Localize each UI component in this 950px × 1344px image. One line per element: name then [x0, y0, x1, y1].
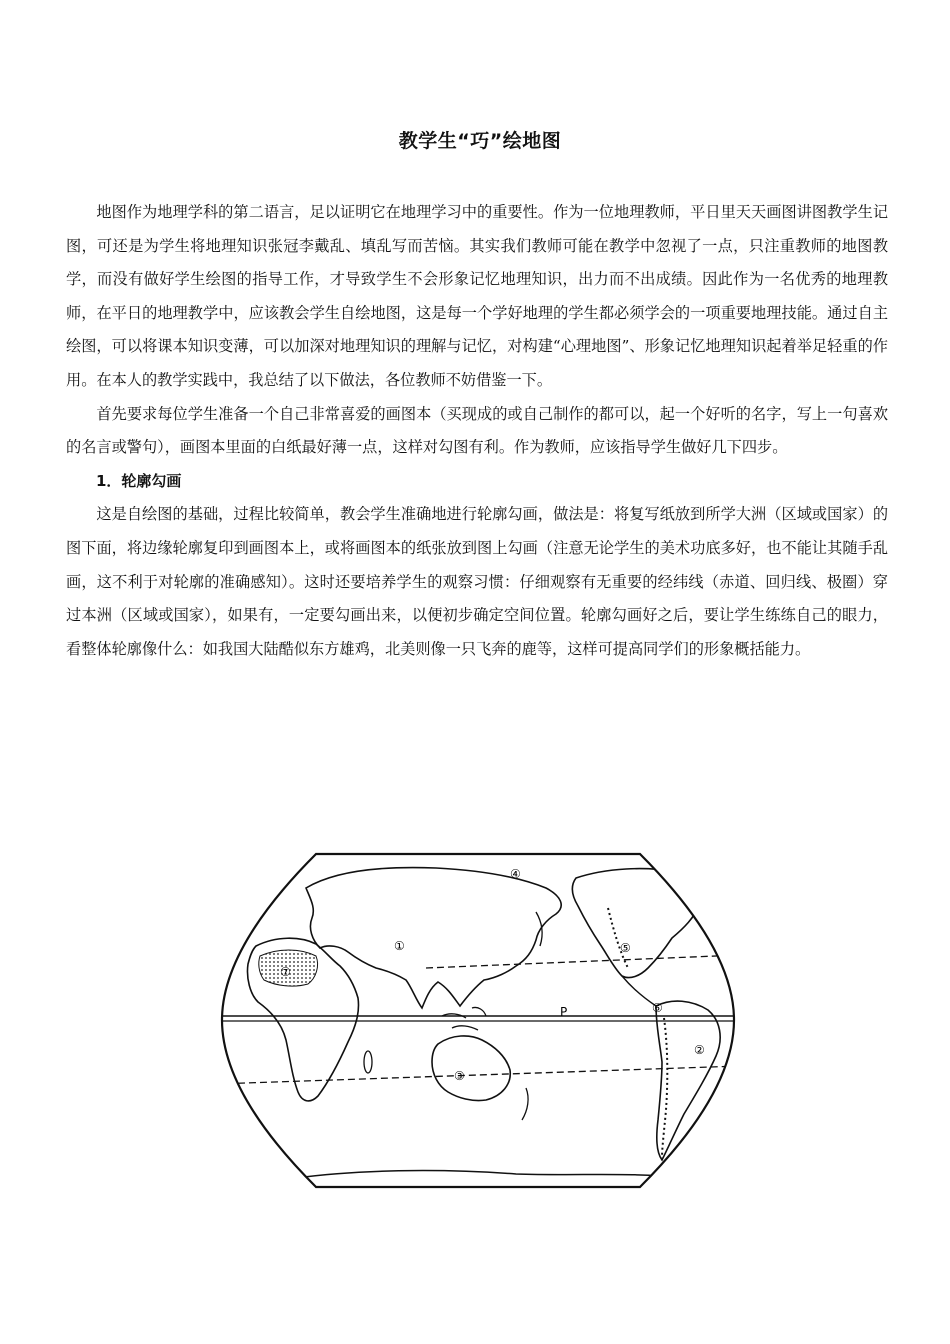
map-label-2: ② [694, 1043, 705, 1057]
map-label-1: ① [394, 939, 405, 953]
australia-outline [432, 1036, 510, 1101]
south-america-outline [656, 1001, 720, 1160]
paragraph-intro: 地图作为地理学科的第二语言，足以证明它在地理学习中的重要性。作为一位地理教师，平日里天天画图讲图教学生记图，可还是为学生将地理知识张冠李戴乱、填乱写而苦恼。其实我们教师可能在教学中忽视了一点，只注重教师的地图教学，而没有做好学生绘图的指导工作，才导致学生不会形象记忆地理知识，出力而不出成绩。因此作为一名优秀的地理教师，在平日的地理教学中，应该教会学生自绘地图，这是每一个学好地理的学生都必须学会的一项重要地理技能。通过自主绘图，可以将课本知识变薄，可以加深对地理知识的理解与记忆，对构建“心理地图”、形象记忆地理知识起着举足轻重的作用。在本人的教学实践中，我总结了以下做法，各位教师不妨借鉴一下。 [66, 203, 888, 389]
document-body [66, 196, 888, 666]
andes-mountain-marks [662, 1018, 667, 1158]
section-heading-outline: 1．轮廓勾画 [96, 471, 182, 490]
map-label-4: ④ [510, 867, 521, 881]
map-label-5: ⑤ [620, 941, 631, 955]
antarctica-outline [296, 1171, 686, 1178]
tropic-of-cancer-line [426, 955, 740, 968]
document-title: 教学生“巧”绘地图 [398, 130, 562, 152]
paragraph-outline: 这是自绘图的基础，过程比较简单，教会学生准确地进行轮廓勾画，做法是：将复写纸放到所学大洲（区域或国家）的图下面，将边缘轮廓复印到画图本上，或将画图本的纸张放到图上勾画（注意无论学生的美术功底多好，也不能让其随手乱画，这不利于对轮廓的准确感知）。这时还要培养学生的观察习惯：仔细观察有无重要的经纬线（赤道、回归线、极圈）穿过本洲（区域或国家），如果有，一定要勾画出来，以便初步确定空间位置。轮廓勾画好之后，要让学生练练自己的眼力，看整体轮廓像什么：如我国大陆酷似东方雄鸡，北美则像一只飞奔的鹿等，这样可提高同学们的形象概括能力。 [66, 505, 888, 658]
world-map-figure [216, 848, 740, 1193]
eurasia-outline [306, 868, 561, 1008]
map-label-7: ⑦ [280, 965, 291, 979]
map-label-p: P [560, 1005, 568, 1019]
paragraph-preparation: 首先要求每位学生准备一个自己非常喜爱的画图本（买现成的或自己制作的都可以，起一个好听的名字，写上一句喜欢的名言或警句），画图本里面的白纸最好薄一点，这样对勾图有利。作为教师，应该指导学生做好几下四步。 [66, 404, 888, 457]
map-label-6: ⑥ [652, 1001, 663, 1015]
map-label-3: ③ [454, 1069, 465, 1083]
